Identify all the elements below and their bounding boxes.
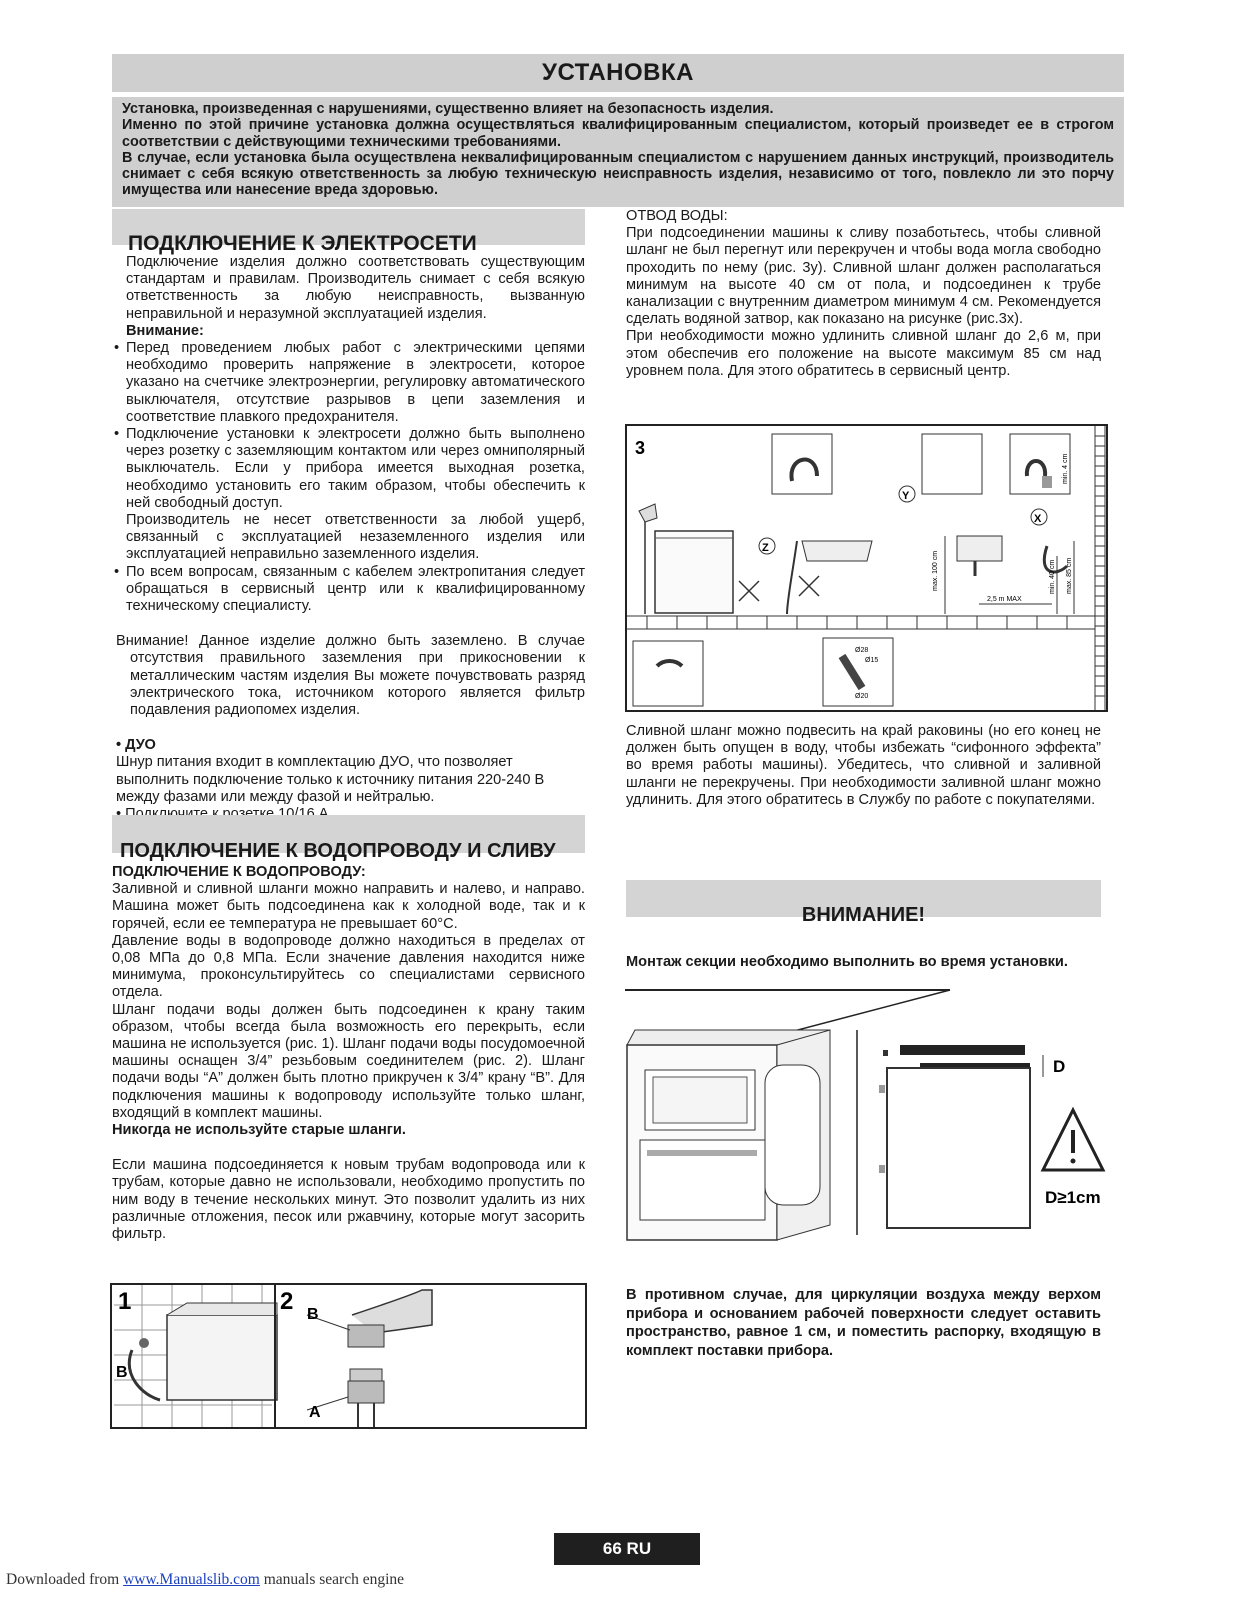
figure-3-max-2-5: 2,5 m MAX [987,596,1022,603]
footer-suffix: manuals search engine [259,1571,405,1588]
drain-paragraph-3: Сливной шланг можно подвесить на край раковины (но его конец не должен быть опущен в воду, чтобы избежать “сифонного эффекта” во время работы машины). Убедитесь, что сливной и заливной шланги не перекручены. При необходимости заливной шланг можно удлинить. Для этого обратитесь в Службу по работе с покупателями. [626,723,1101,808]
electric-text [112,254,585,823]
figure-3-drawing [627,426,1106,710]
page-number: 66 RU [554,1533,700,1565]
drain-text-2 [626,723,1101,809]
figure-1-number: 1 [118,1288,132,1315]
duo-text: Шнур питания входит в комплектацию ДУО, что позволяет выполнить подключение только к источнику питания 220-240 В между фазами или между фазой и нейтралью. [116,754,545,805]
figure-2-label-a: A [309,1404,321,1421]
title-band [112,54,1124,92]
water-paragraph-2: Давление воды в водопроводе должно находиться в пределах от 0,08 МПа до 0,8 МПа. Если значение давления находится ниже минимума, проконсультируйтесь со специалистами сервисного отдела. [112,932,585,1001]
water-paragraph-3: Шланг подачи воды должен быть подсоединен к крану таким образом, чтобы всегда была возможность его перекрыть, если машина не используется (рис. 1). Шланг подачи воды посудомоечной машины оснащен 3/4” резьбовым соединителем (рис. 2). Шланг подачи воды “A” должен быть плотно прикручен к 3/4” крану “B”. Для подключения машины к водопроводу используйте только шланг, входящий в комплект машины. [112,1001,585,1121]
caution-label-d-min: D≥1cm [1045,1188,1101,1207]
figure-3 [625,424,1108,712]
water-subheading: ПОДКЛЮЧЕНИЕ К ВОДОПРОВОДУ: [112,864,366,880]
caution-otherwise-text [626,1286,1101,1360]
figure-1-label-b: B [116,1364,128,1381]
figure-3-d28: Ø28 [855,647,869,654]
caution-label-d: D [1053,1057,1066,1076]
duo-title: • ДУО [116,737,156,754]
water-text [112,864,585,1243]
figure-3-min-40: min. 40 cm [1049,559,1056,594]
drain-title: ОТВОД ВОДЫ: [626,208,728,224]
electric-attention: Внимание: [126,322,204,339]
intro-line-1: Установка, произведенная с нарушениями, существенно влияет на безопасность изделия. [122,101,774,117]
caution-heading-band [626,880,1101,926]
intro-warning [112,97,1124,207]
figure-2-number: 2 [280,1288,294,1315]
caution-mount-text [626,954,1116,971]
figure-2-label-b: B [307,1306,319,1323]
figure-3-d20: Ø20 [855,693,869,700]
caution-heading: ВНИМАНИЕ! [801,903,926,926]
electric-bullet-2: • Подключение установки к электросети должно быть выполнено через розетку с заземляющим контактом или через омниполярный выключатель. Если у прибора имеется выходная розетка, необходимо установить его таким образом, чтобы обеспечить к ней свободный доступ. [112,426,585,512]
figure-3-d15: Ø15 [865,657,879,664]
caution-figure [625,985,1115,1260]
caution-otherwise: В противном случае, для циркуляции воздуха между верхом прибора и основанием рабочей поверхности следует оставить пространство, равное 1 см, и поместить распорку, входящую в комплект поставки прибора. [626,1287,1101,1359]
figure-3-max-100: max. 100 cm [932,550,939,591]
electric-bullet-2-cont: Производитель не несет ответственности за любой ущерб, связанный с эксплуатацией незаземленного изделия или эксплуатацией неправильно заземленного изделия. [126,512,585,563]
drain-text [626,208,1101,380]
download-footer [6,1571,404,1589]
electric-bullet-1: • Перед проведением любых работ с электрическими цепями необходимо проверить напряжение в электросети, которое указано на счетчике электроэнергии, регулировку автоматического выключателя, отсутствие разрывов в цепи заземления и соответствие плавкого предохранителя. [112,340,585,426]
figure-3-label-x: X [1034,513,1042,525]
electric-heading-band [112,209,585,256]
caution-figure-drawing [625,985,1115,1260]
page-title: УСТАНОВКА [542,59,694,86]
electric-heading: ПОДКЛЮЧЕНИЕ К ЭЛЕКТРОСЕТИ [128,232,477,256]
water-heading-band [112,815,585,862]
water-paragraph-1: Заливной и сливной шланги можно направить и налево, и направо. Машина может быть подсоединена как к холодной воде, так и к горячей, если ее температура не превышает 60°С. [112,881,585,932]
electric-paragraph: Подключение изделия должно соответствовать существующим стандартам и правилам. Производитель снимает с себя всякую ответственность за любую неисправность, вызванную неправильной и неразумной эксплуатацией изделия. [126,254,585,322]
ground-warning: Внимание! Данное изделие должно быть заземлено. В случае отсутствия правильного заземления при прикосновении к металлическим частям изделия Вы можете почувствовать разряд электрического тока, источником которого является фильтр подавления радиопомех изделия. [116,633,585,719]
figure-3-number: 3 [635,438,646,458]
footer-prefix: Downloaded from [6,1571,124,1588]
drain-paragraph-1: При подсоединении машины к сливу позаботьтесь, чтобы сливной шланг не был перегнут или перекручен и чтобы вода могла свободно проходить по нему (рис. 3y). Сливной шланг должен располагаться минимум на высоте 40 см от пола, и подсоединен к трубе канализации с внутренним диаметром минимум 4 см. Рекомендуется сделать водяной затвор, как показано на рисунке (рис.3х). [626,225,1101,328]
intro-line-3: В случае, если установка была осуществлена неквалифицированным специалистом с нарушением данных инструкций, производитель снимает с себя всякую ответственность за любую техническую неисправность изделия, независимо от того, повлекло ли это порчу имущества или нанесение вреда здоровью. [122,149,1114,199]
figure-3-label-y: Y [902,490,910,502]
drain-paragraph-2: При необходимости можно удлинить сливной шланг до 2,6 м, при этом обеспечив его положение на высоте максимум 85 см над уровнем пола. Для этого обратитесь в сервисный центр. [626,328,1101,379]
footer-link[interactable]: www.Manualslib.com [123,1571,260,1588]
figure-3-max-85: max. 85 cm [1066,557,1073,594]
water-paragraph-4: Если машина подсоединяется к новым трубам водопровода или к трубам, которые давно не использовали, необходимо пропустить по ним воду в течение нескольких минут. Это позволит удалить из них различные отложения, песок или ржавчину, которые могут засорить фильтр. [112,1157,585,1243]
intro-line-2: Именно по этой причине установка должна осуществляться квалифицированным специалистом, который произведет ее в строгом соответствии с действующими техническими требованиями. [122,117,1114,150]
figure-3-label-z: Z [762,542,769,554]
water-old-hoses-warning: Никогда не используйте старые шланги. [112,1122,406,1139]
figure-3-min-4: min. 4 cm [1062,453,1069,484]
figure-1-2 [110,1283,587,1429]
electric-bullet-3: • По всем вопросам, связанным с кабелем электропитания следует обращаться в сервисный центр или к квалифицированному техническому специалисту. [112,564,585,616]
water-heading: ПОДКЛЮЧЕНИЕ К ВОДОПРОВОДУ И СЛИВУ [120,839,556,862]
figure-1-2-drawing [112,1285,585,1427]
caution-mount: Монтаж секции необходимо выполнить во время установки. [626,954,1068,970]
